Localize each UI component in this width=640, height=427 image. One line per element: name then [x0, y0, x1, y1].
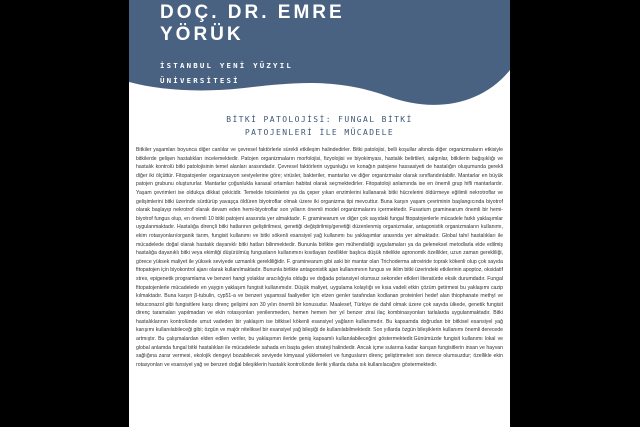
- author-name-line1: DOÇ. DR. EMRE: [160, 2, 345, 23]
- author-name: [160, 2, 410, 46]
- affiliation-line1: İSTANBUL YENİ YÜZYIL: [160, 61, 293, 70]
- article-page: [129, 0, 510, 427]
- article-title: [129, 113, 510, 139]
- author-name-line2: YÖRÜK: [160, 24, 244, 45]
- article-title-line1: BİTKİ PATOLOJİSİ: FUNGAL BİTKİ: [226, 115, 413, 124]
- article-title-line2: PATOJENLERİ İLE MÜCADELE: [244, 128, 395, 137]
- affiliation-line2: ÜNİVERSİTESİ: [160, 76, 240, 85]
- article-body: Bitkiler yaşamları boyunca diğer canlılar ve çevresel faktörlerle sürekli etkileşim halindedirler. Bitki patolojisi, belli koşullar altında diğer organizmaların etkisiyle bitkilerde gelişen hastalıkları incelemektedir. Patojen organizmaların morfolojisi, fizyolojisi ve biyokimyası, hastalık belirtileri, salgınlar, bitkilerin bağışıklığı ve hastalık kontrolü bitki patolojisinin temel alanları arasındadır. Çevresel faktörlerin uygunluğu ve konağın patojene hassasiyeti de hastalığın oluşumunda gerekli diğer iki ölçüttür. Fitopatojenler organizasyon seviyelerine göre; virüsler, bakteriler, mantarlar ve diğer organizmalar olarak sınıflandırılabilir. Mantarlar en büyük patojen grubunu oluştururlar. Mantarlar çoğunlukla karasal ortamları habitat olarak seçmektedirler. Fitopatoloji anlamında ise en önemli grup hifli mantarlardır. Yaşam çevrimleri ise oldukça dikkat çekicidir. Temelde toksinlerini ya da çeper yıkan enzimlerini kullanarak bitki hücrelerini öldürmeye eğilimli nekrotroflar ve gelişimlerini bitki üzerinde sürdürüp yavaşça öldüren biyotroflar olmak üzere iki organizma tipi mevcuttur. Buna karşın yaşam çevriminin başlangıcında biyotrof olarak başlayıp nekrotrof olarak devam eden hemi-biyotroflar son yılların önemli model organizmalarını içermektedir. Fusarium graminearum önemli bir hemi-biyotrof fungus olup, en önemli 10 bitki patojeni arasında yer almaktadır. F. graminearum ve diğer çok sayıdaki fungal fitopatojenlerle mücadele farklı yaklaşımlar uygulanmaktadır. Hastalığa dirençli bitki hatlarının geliştirilmesi, genetiği değiştirilmiş/genetiği düzenlenmiş organizmalar, antagonistik organizmaların kullanımı, ekim rotasyonları/organik tarım, fungisit kullanımı ve bitki sökenli esansiyel yağ kullanımı bu yaklaşımlar arasında yer almaktadır. Global tahıl hastalıkları ile mücadelede doğal olarak hastalık dayanıklı bitki hatları bilinmektedir. Bununla birlikte gen mühendisliği uygulamaları ya da geleneksel metodlarla elde edilmiş hastalığa dayanıklı bitki veya ekimliği düşürülmüş fungusların kullanımını kısıtlayan özellikler başlıca düşük nitelikte agronomik özellikler, uzun zaman gerekliliği, görece yüksek maliyet ile yüksek seviyede uzmanlık gerekliliğidir. F. graminearum gibi aski bir mantar olan Trichoderma atroviride toprak kökenli olup çok sayıda fitopatojen için biyokontrol ajanı olarak kullanılmaktadır. Bununla birlikte antagonistik ajan kullanımının fungus ve iklim bitki üzerindeki etkilerinin apoptoz, oksidatif stres, epigenetik programlama ve benzeri hangi yolaklar aracılığıyla olduğu ve doğada potansiyel olumsuz sekonder etkileri literatürde eksik durumdadır. Fungal fitopatojenlerle mücadelede en yaygın yaklaşım fungisit kullanımıdır. Düşük maliyet, uygulama kolaylığı ve kısa vadeli etkin çözüm getirmesi bu yaklaşımı cazip kılmaktadır. Buna karşın β-tubulin, cyp51-a ve benzeri yaşamsal faaliyetler için etzen genler tarafından kodlanan proteinleri hedef alan thiophanate methyl ve tebuconazol gibi fungisitlere karşı direnç gelişimi son 30 yılın önemli bir konusudur. Maalesef, Türkiye de dahil olmak üzere çok sayıda ülkede, genetik fungisit direnç taramaları yapılmadan ve ekin rotasyonları yenilenmeden, hemen hemen her yıl benzer zirai ilaç kombinasyonları tarlalarda uygulanmaktadır. Bitki hastalıklarının kontrolünde umut vadeden bir yaklaşım ise bitkisel kökenli esansiyel yağların kullanımıdır. Bu kapsamda doğrudan bir bitkisel esansiyel yağ karışımı kullanılabileceği gibi; özgün ve majör niteliksel bir esansiyel yağ bileşiği de kullanılabilmektedir. Son yıllarda özgün bileşiklerin kullanımı önemli derecede artmıştır. Bu çalışmalardan elden edilen veriler, bu yaklaşımın ileride geniş kapsamlı kullanılabileceğini göstermektedir.Günümüzde fungisit kullanımı lokal ve global anlamda fungal bitki hastalıkları ile mücadelede sahada en başta gelen strateji halindedir. Ancak içme sularına kadar karışan fungisitlerin insan ve hayvan sağlığına zarar vermesi, ekolojik dengeyi bozabilecek seviyede kimyasal yüklemeleri ve fungusların direnç geliştirmeleri son derece olumsuzdur; özellikle ekin rotasyonları ve esansiyel yağ ve benzeri doğal bileşiklerin hastalık kontrolünde ileriki yıllarda daha sık kullanılacağını göstermektedir.: [136, 147, 503, 368]
- affiliation: [160, 58, 410, 88]
